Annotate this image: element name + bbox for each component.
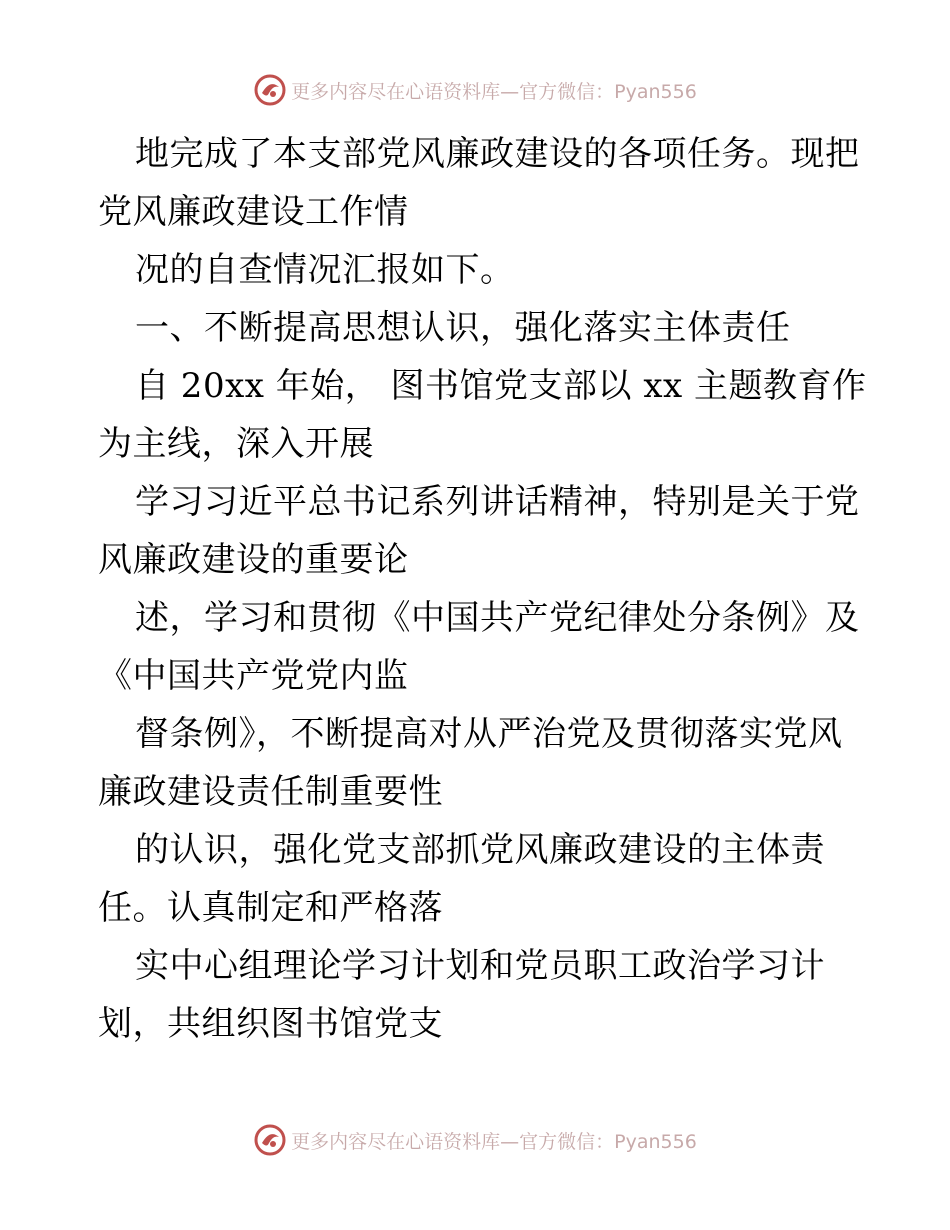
paragraph-7: 的认识，强化党支部抓党风廉政建设的主体责任。认真制定和严格落 [98, 830, 825, 928]
paragraph-3: 自 20xx 年始， 图书馆党支部以 xx 主题教育作为主线，深入开展 [98, 366, 867, 464]
paragraph-5: 述，学习和贯彻《中国共产党纪律处分条例》及《中国共产党党内监 [98, 598, 860, 696]
red-swirl-logo-icon [253, 1123, 287, 1157]
paragraph-4: 学习习近平总书记系列讲话精神，特别是关于党风廉政建设的重要论 [98, 482, 860, 580]
paragraph-8: 实中心组理论学习计划和党员职工政治学习计划，共组织图书馆党支 [98, 946, 825, 1044]
paragraph-2: 况的自查情况汇报如下。 [135, 250, 515, 290]
page-header-watermark [0, 70, 950, 110]
document-body [98, 125, 868, 1053]
section-heading-1: 一、不断提高思想认识，强化落实主体责任 [135, 308, 791, 348]
red-swirl-logo-icon [253, 73, 287, 107]
page-footer-watermark [0, 1120, 950, 1160]
paragraph-1: 地完成了本支部党风廉政建设的各项任务。现把党风廉政建设工作情 [98, 134, 860, 232]
header-banner-text: 更多内容尽在心语资料库—官方微信：Pyan556 [291, 80, 697, 103]
paragraph-6: 督条例》，不断提高对从严治党及贯彻落实党风廉政建设责任制重要性 [98, 714, 843, 812]
footer-banner-text: 更多内容尽在心语资料库—官方微信：Pyan556 [291, 1130, 697, 1153]
